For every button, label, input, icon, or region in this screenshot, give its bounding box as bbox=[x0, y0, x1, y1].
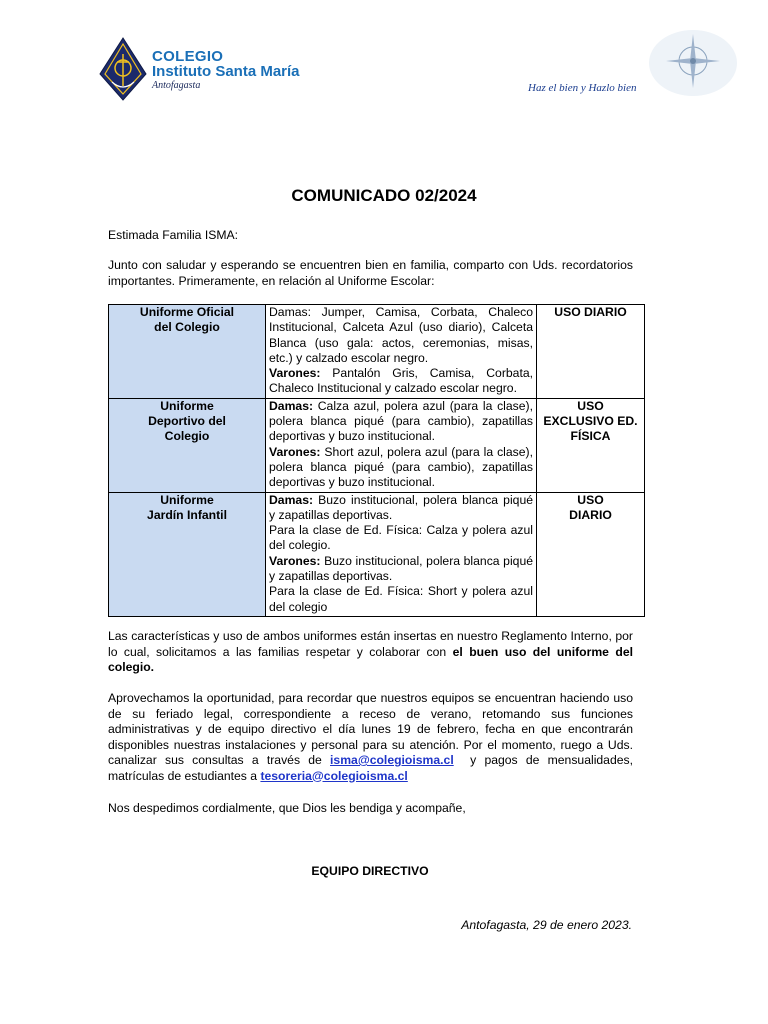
uniform-use-cell bbox=[537, 305, 645, 399]
vacation-paragraph bbox=[108, 691, 637, 784]
varones-detail: Short azul, polera azul (para la clase), polera blanca piqué (para cambio), zapatillas deportivas y buzo institucional. bbox=[269, 444, 533, 490]
compass-rose-icon bbox=[648, 28, 738, 98]
uniform-name: del Colegio bbox=[154, 320, 220, 335]
uniform-use: EXCLUSIVO ED. bbox=[543, 414, 638, 429]
date-line: Antofagasta, 29 de enero 2023. bbox=[461, 918, 632, 932]
damas-detail: Calza azul, polera azul (para la clase), polera blanca piqué (para cambio), zapatillas deportivas y buzo institucional. bbox=[269, 398, 533, 444]
uniform-use: FÍSICA bbox=[570, 429, 611, 444]
varones-label: Varones: bbox=[269, 553, 321, 568]
intro-paragraph: Junto con saludar y esperando se encuentren bien en familia, comparto con Uds. recordatorios importantes. Primeramente, en relación al Uniforme Escolar: bbox=[108, 258, 633, 288]
school-city: Antofagasta bbox=[152, 80, 201, 91]
email-link-tesoreria[interactable]: tesoreria@colegioisma.cl bbox=[260, 768, 408, 783]
letterhead bbox=[0, 0, 768, 110]
uniform-use-cell bbox=[537, 398, 645, 492]
signature: EQUIPO DIRECTIVO bbox=[311, 864, 429, 878]
damas-detail: Buzo institucional, polera blanca piqué y zapatillas deportivas. bbox=[269, 492, 533, 522]
uniform-use: DIARIO bbox=[569, 507, 612, 522]
paragraph-text: Las características y uso de ambos uniformes están insertas en nuestro Reglamento Interno, por lo cual, solicitamos a las familias respetar y colaborar con bbox=[108, 629, 633, 659]
table-row bbox=[109, 492, 645, 616]
varones-label: Varones: bbox=[269, 366, 321, 381]
uniform-name: Jardín Infantil bbox=[147, 507, 227, 522]
table-row bbox=[109, 305, 645, 399]
school-motto: Haz el bien y Hazlo bien bbox=[528, 82, 637, 94]
uniform-name: Colegio bbox=[164, 429, 210, 444]
damas-text: Damas: Jumper, Camisa, Corbata, Chaleco Institucional, Calceta Azul (uso diario), Calceta Blanca (uso gala: actos, ceremonias, misas, etc.) y calzado escolar negro. bbox=[269, 305, 533, 365]
uniform-description-cell bbox=[266, 492, 537, 616]
paragraph-text: Aprovechamos la oportunidad, para recordar que nuestros equipos se encuentran haciendo uso de su feriado legal, correspondiente a receso de verano, retomando sus funciones administrativas y de equipo directivo el día lunes 19 de febrero, fecha en que encontrarán disponibles nuestras instalaciones y personal para su atención. Por el momento, ruego a Uds. canalizar sus consultas a través de bbox=[108, 691, 633, 767]
uniform-use: USO DIARIO bbox=[554, 305, 627, 319]
uniform-table bbox=[108, 304, 645, 617]
uniform-rules-paragraph bbox=[108, 629, 633, 676]
varones-extra-text: Para la clase de Ed. Física: Short y polera azul del colegio bbox=[269, 584, 533, 614]
damas-extra-text: Para la clase de Ed. Física: Calza y polera azul del colegio. bbox=[269, 523, 533, 553]
varones-text bbox=[269, 554, 533, 585]
varones-text bbox=[269, 366, 533, 397]
greeting: Estimada Familia ISMA: bbox=[108, 228, 239, 242]
table-row bbox=[109, 398, 645, 492]
paragraph-emphasis: el buen uso del uniforme del colegio. bbox=[108, 644, 633, 674]
uniform-name-cell bbox=[109, 305, 266, 399]
school-name bbox=[152, 50, 300, 91]
damas-label: Damas: bbox=[269, 398, 314, 413]
uniform-name: Deportivo del bbox=[148, 414, 226, 429]
closing-line: Nos despedimos cordialmente, que Dios les bendiga y acompañe, bbox=[108, 801, 466, 815]
damas-text bbox=[269, 493, 533, 524]
varones-detail: Pantalón Gris, Camisa, Corbata, Chaleco Institucional y calzado escolar negro. bbox=[269, 366, 533, 396]
document-title: COMUNICADO 02/2024 bbox=[291, 186, 477, 205]
uniform-name: Uniforme bbox=[160, 398, 214, 413]
uniform-description-cell bbox=[266, 398, 537, 492]
uniform-name-cell bbox=[109, 398, 266, 492]
uniform-use: USO bbox=[577, 398, 604, 413]
varones-detail: Buzo institucional, polera blanca piqué y zapatillas deportivas. bbox=[269, 553, 533, 584]
school-crest-icon bbox=[98, 36, 148, 102]
email-link-isma[interactable]: isma@colegioisma.cl bbox=[330, 753, 454, 767]
uniform-name-cell bbox=[109, 492, 266, 616]
uniform-name: Uniforme Oficial bbox=[139, 305, 235, 319]
uniform-use: USO bbox=[577, 492, 604, 507]
uniform-description-cell bbox=[266, 305, 537, 399]
school-name-line2: Instituto Santa María bbox=[152, 63, 300, 80]
uniform-name: Uniforme bbox=[160, 492, 214, 507]
school-name-line1: COLEGIO bbox=[152, 48, 224, 65]
damas-text bbox=[269, 399, 533, 445]
damas-label: Damas: bbox=[269, 492, 314, 507]
uniform-use-cell bbox=[537, 492, 645, 616]
varones-text bbox=[269, 445, 533, 491]
paragraph-text: y pagos de mensualidades, matrículas de estudiantes a bbox=[108, 753, 637, 783]
varones-label: Varones: bbox=[269, 444, 321, 459]
